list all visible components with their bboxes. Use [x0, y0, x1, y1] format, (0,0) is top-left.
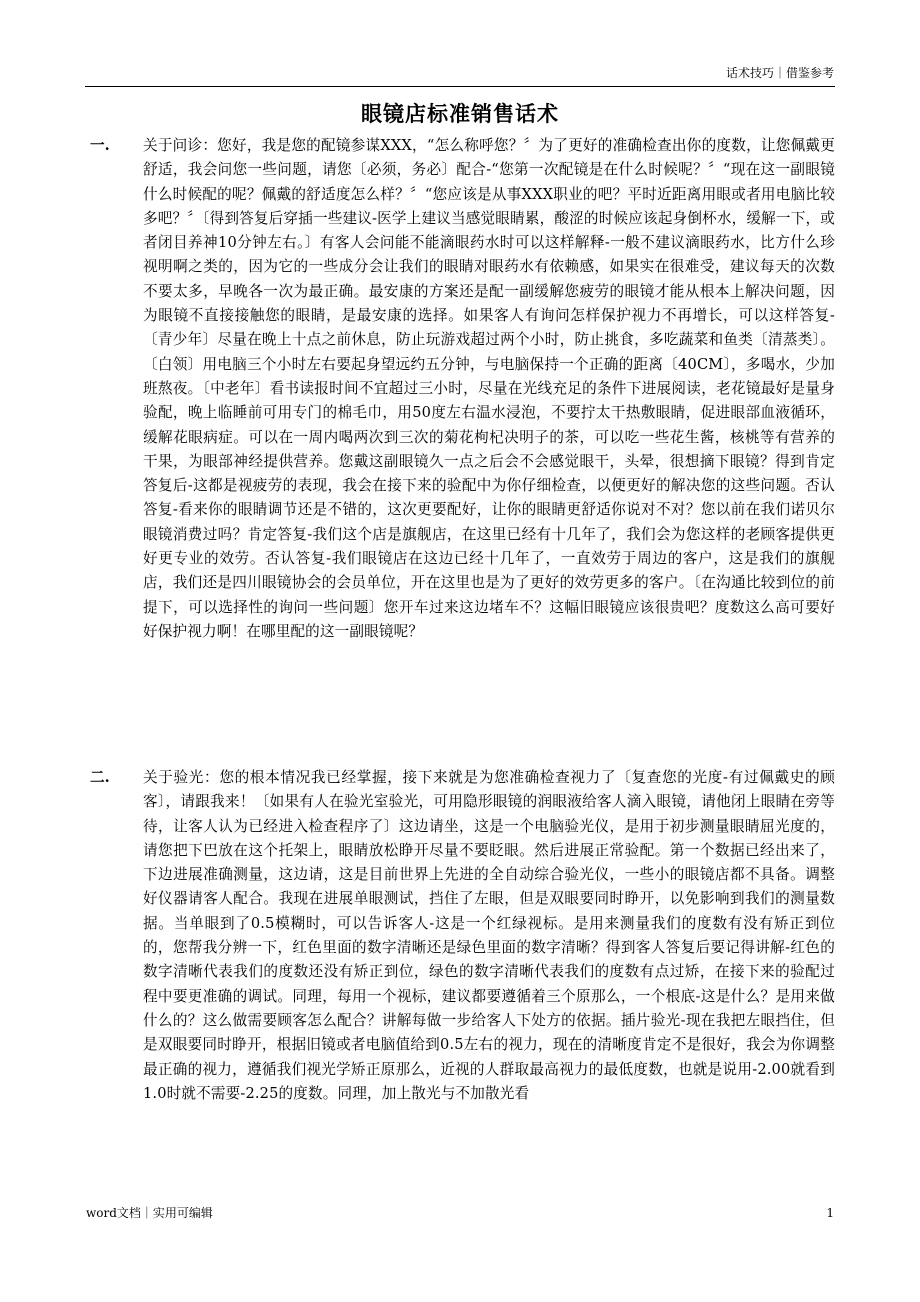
section-number: 一. — [90, 137, 110, 154]
document-title: 眼镜店标准销售话术 — [361, 102, 559, 126]
header-tagline: 话术技巧｜借鉴参考 — [725, 66, 834, 80]
section-optometry — [90, 766, 835, 1106]
section-consultation — [90, 134, 835, 644]
section-number: 二. — [90, 769, 110, 786]
section-body: 关于验光：您的根本情况我已经掌握，接下来就是为您准确检查视力了〔复查您的光度-有过佩戴史的顾客〕，请跟我来！〔如果有人在验光室验光，可用隐形眼镜的润眼液给客人滴入眼镜，请他闭上眼睛在旁等待，让客人认为已经进入检查程序了〕这边请坐，这是一个电脑验光仪，是用于初步测量眼睛屈光度的，请您把下巴放在这个托架上，眼睛放松睁开尽量不要眨眼。然后进展正常验配。第一个数据已经出来了，下边进展准确测量，这边请，这是目前世界上先进的全自动综合验光仪，一些小的眼镜店都不具备。调整好仪器请客人配合。我现在进展单眼测试，挡住了左眼，但是双眼要同时睁开，以免影响到我们的测量数据。当单眼到了0.5模糊时，可以告诉客人-这是一个红绿视标。是用来测量我们的度数有没有矫正到位的，您帮我分辨一下，红色里面的数字清晰还是绿色里面的数字清晰？得到客人答复后要记得讲解-红色的数字清晰代表我们的度数还没有矫正到位，绿色的数字清晰代表我们的度数有点过矫，在接下来的验配过程中要更准确的调试。同理，每用一个视标，建议都要遵循着三个原那么，一个根底-这是什么？是用来做什么的？这么做需要顾客怎么配合？讲解每做一步给客人下处方的依据。插片验光-现在我把左眼挡住，但是双眼要同时睁开，根据旧镜或者电脑值给到0.5左右的视力，现在的清晰度肯定不是很好，我会为你调整最正确的视力，遵循我们视光学矫正原那么，近视的人群取最高视力的最低度数，也就是说用-2.00就看到1.0时就不需要-2.25的度数。同理，加上散光与不加散光看 — [143, 769, 835, 1102]
footer-label: word文档｜实用可编辑 — [86, 1206, 213, 1220]
header-divider — [85, 86, 835, 87]
page-number: 1 — [826, 1206, 834, 1220]
section-body: 关于问诊：您好，我是您的配镜参谋XXX，“怎么称呼您？〞为了更好的准确检查出你的度数，让您佩戴更舒适，我会问您一些问题，请您〔必须，务必〕配合-“您第一次配镜是在什么时候呢？〞“现在这一副眼镜什么时候配的呢？佩戴的舒适度怎么样？〞“您应该是从事XXX职业的吧？平时近距离用眼或者用电脑比较多吧？〞〔得到答复后穿插一些建议-医学上建议当感觉眼睛累，酸涩的时候应该起身倒杯水，缓解一下，或者闭目养神10分钟左右。〕有客人会问能不能滴眼药水时可以这样解释-一般不建议滴眼药水，比方什么珍视明啊之类的，因为它的一些成分会让我们的眼睛对眼药水有依赖感，如果实在很难受，建议每天的次数不要太多，早晚各一次为最正确。最安康的方案还是配一副缓解您疲劳的眼镜才能从根本上解决问题，因为眼镜不直接接触您的眼睛，是最安康的选择。如果客人有询问怎样保护视力不再增长，可以这样答复-〔青少年〕尽量在晚上十点之前休息，防止玩游戏超过两个小时，防止挑食，多吃蔬菜和鱼类〔清蒸类〕。〔白领〕用电脑三个小时左右要起身望远约五分钟，与电脑保持一个正确的距离〔40CM〕，多喝水，少加班熬夜。〔中老年〕看书读报时间不宜超过三小时，尽量在光线充足的条件下进展阅读，老花镜最好是量身验配，晚上临睡前可用专门的棉毛巾，用50度左右温水浸泡，不要拧太干热敷眼睛，促进眼部血液循环，缓解花眼病症。可以在一周内喝两次到三次的菊花枸杞决明子的茶，可以吃一些花生酱，核桃等有营养的干果，为眼部神经提供营养。您戴这副眼镜久一点之后会不会感觉眼干，头晕，很想摘下眼镜？得到肯定答复后-这都是视疲劳的表现，我会在接下来的验配中为你仔细检查，以便更好的解决您的这些问题。否认答复-看来你的眼睛调节还是不错的，这次更要配好，让你的眼睛更舒适你说对不对？您以前在我们诺贝尔眼镜消费过吗？肯定答复-我们这个店是旗舰店，在这里已经有十几年了，我们会为您这样的老顾客提供更好更专业的效劳。否认答复-我们眼镜店在这边已经十几年了，一直效劳于周边的客户，这是我们的旗舰店，我们还是四川眼镜协会的会员单位，开在这里也是为了更好的效劳更多的客户。〔在沟通比较到位的前提下，可以选择性的询问一些问题〕您开车过来这边堵车不？这幅旧眼镜应该很贵吧？度数这么高可要好好保护视力啊！在哪里配的这一副眼镜呢？ — [143, 137, 835, 640]
